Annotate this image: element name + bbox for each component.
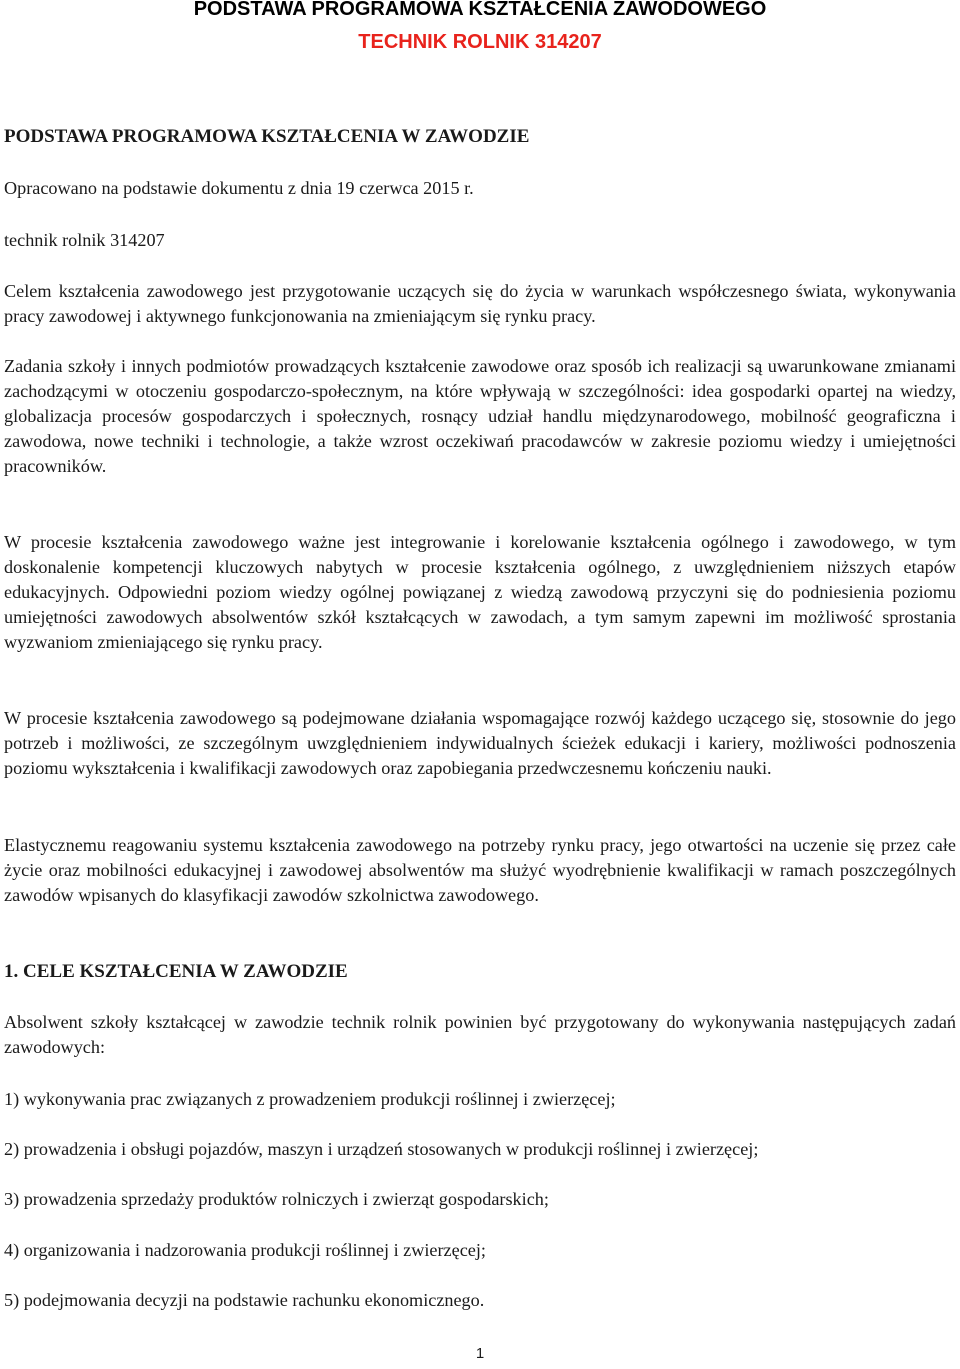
- list-item: 3) prowadzenia sprzedaży produktów rolniczych i zwierząt gospodarskich;: [4, 1189, 549, 1209]
- page-header: [0, 0, 960, 56]
- list-item: 2) prowadzenia i obsługi pojazdów, maszyn i urządzeń stosowanych w produkcji roślinnej i zwierzęcej;: [4, 1139, 759, 1159]
- paragraph-2: Zadania szkoły i innych podmiotów prowadzących kształcenie zawodowe oraz sposób ich realizacji są uwarunkowane zmianami zachodzącymi w otoczeniu gospodarczo-społecznym, na które wpływają w szczególności: idea gospodarki opartej na wiedzy, globalizacja procesów gospodarczych i społecznych, rosnący udział handlu międzynarodowego, mobilność geograficzna i zawodowa, nowe techniki i technologie, a także wzrost oczekiwań pracodawców w zakresie poziomu wiedzy i umiejętności pracowników.: [4, 356, 956, 477]
- document-title: PODSTAWA PROGRAMOWA KSZTAŁCENIA W ZAWODZIE: [4, 126, 530, 147]
- paragraph-3: W procesie kształcenia zawodowego ważne jest integrowanie i korelowanie kształcenia ogólnego i zawodowego, w tym doskonalenie kompetencji kluczowych nabytych w procesie kształcenia ogólnego, z uwzględnieniem niższych etapów edukacyjnych. Odpowiedni poziom wiedzy ogólnej powiązanej z wiedzą zawodową przyczyni się do podniesienia poziomu umiejętności zawodowych absolwentów szkół kształcących w zawodach, a tym samym zapewni im możliwość sprostania wyzwaniom zmieniającego się rynku pracy.: [4, 532, 956, 653]
- section-intro: Absolwent szkoły kształcącej w zawodzie technik rolnik powinien być przygotowany do wykonywania następujących zadań zawodowych:: [4, 1012, 956, 1058]
- paragraph-5: Elastycznemu reagowaniu systemu kształcenia zawodowego na potrzeby rynku pracy, jego otwartości na uczenie się przez całe życie oraz mobilności edukacyjnej i zawodowej absolwentów ma służyć wyodrębnienie kwalifikacji w ramach poszczególnych zawodów wpisanych do klasyfikacji zawodów szkolnictwa zawodowego.: [4, 835, 956, 906]
- list-item: 4) organizowania i nadzorowania produkcji roślinnej i zwierzęcej;: [4, 1240, 486, 1260]
- paragraph-4: W procesie kształcenia zawodowego są podejmowane działania wspomagające rozwój każdego uczącego się, stosownie do jego potrzeb i możliwości, ze szczególnym uwzględnieniem indywidualnych ścieżek edukacji i kariery, możliwości podnoszenia poziomu wykształcenia i kwalifikacji zawodowych oraz zapobiegania przedwczesnemu kończeniu nauki.: [4, 708, 956, 779]
- page-number: 1: [475, 1345, 485, 1362]
- paragraph-1: Celem kształcenia zawodowego jest przygotowanie uczących się do życia w warunkach współczesnego świata, wykonywania pracy zawodowej i aktywnego funkcjonowania na zmieniającym się rynku pracy.: [4, 281, 956, 327]
- list-item: 5) podejmowania decyzji na podstawie rachunku ekonomicznego.: [4, 1290, 485, 1310]
- source-note: Opracowano na podstawie dokumentu z dnia 19 czerwca 2015 r.: [4, 178, 474, 198]
- section-heading-cele: 1. CELE KSZTAŁCENIA W ZAWODZIE: [4, 961, 348, 982]
- header-title: PODSTAWA PROGRAMOWA KSZTAŁCENIA ZAWODOWEGO: [193, 0, 767, 20]
- profession-name: technik rolnik 314207: [4, 230, 165, 250]
- header-subtitle: TECHNIK ROLNIK 314207: [358, 31, 602, 53]
- list-item: 1) wykonywania prac związanych z prowadzeniem produkcji roślinnej i zwierzęcej;: [4, 1089, 616, 1109]
